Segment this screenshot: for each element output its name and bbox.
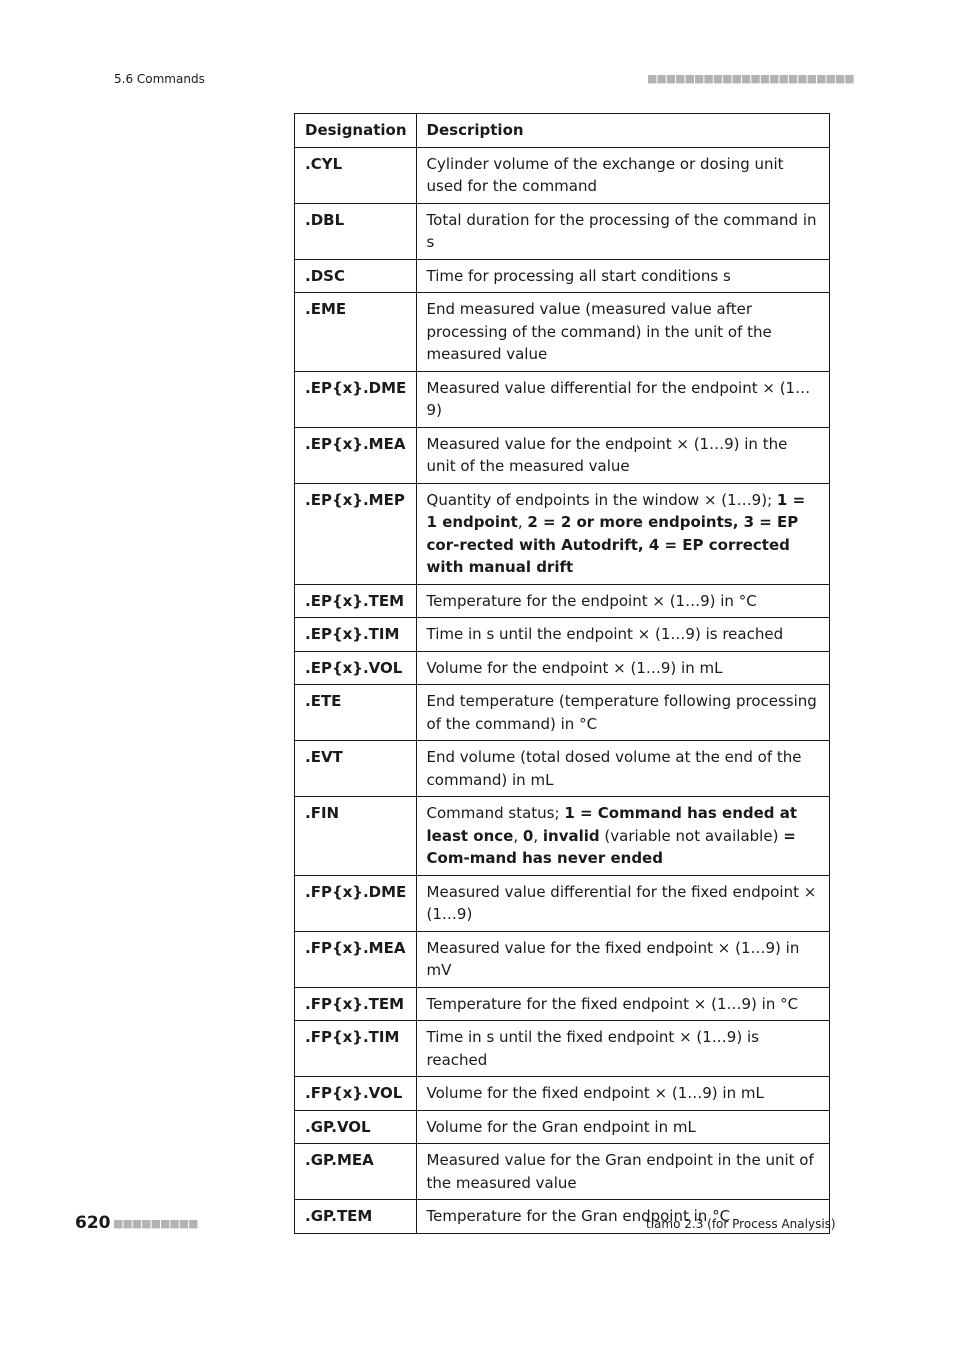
description-cell (416, 741, 829, 797)
table-row (295, 685, 830, 741)
designation-cell: .CYL (295, 147, 417, 203)
designation-cell: .EP{x}.TEM (295, 584, 417, 618)
description-cell (416, 651, 829, 685)
footer-decoration-dots: ■■■■■■■■■ (113, 1217, 198, 1230)
table-row (295, 651, 830, 685)
column-header-designation: Designation (295, 114, 417, 148)
designation-cell: .EVT (295, 741, 417, 797)
description-cell (416, 931, 829, 987)
description-text: Temperature for the fixed endpoint × (1…9) in °C (426, 994, 799, 1013)
designation-cell: .EP{x}.TIM (295, 618, 417, 652)
description-text: Time in s until the fixed endpoint × (1…9) is reached (426, 1028, 759, 1069)
table-row (295, 741, 830, 797)
table-row (295, 1077, 830, 1111)
table-row (295, 203, 830, 259)
table-row (295, 875, 830, 931)
table-row (295, 797, 830, 876)
description-bold-text: 0 (522, 826, 534, 845)
description-text: Measured value for the Gran endpoint in the unit of the measured value (426, 1151, 814, 1192)
designation-cell: .FP{x}.MEA (295, 931, 417, 987)
description-text: Command status; (426, 804, 565, 822)
description-text: Quantity of endpoints in the window × (1…9); (426, 490, 777, 509)
description-text: End volume (total dosed volume at the end of the command) in mL (426, 748, 802, 789)
designation-cell: .EP{x}.MEA (295, 427, 417, 483)
designation-cell: .DSC (295, 259, 417, 293)
description-cell (416, 427, 829, 483)
description-bold-text: 1 = 1 endpoint (426, 490, 806, 531)
description-text: , (517, 513, 528, 531)
description-text: Temperature for the Gran endpoint in °C (426, 1207, 731, 1225)
table-header-row (295, 114, 830, 148)
table-row (295, 427, 830, 483)
description-cell (416, 147, 829, 203)
designation-cell: .GP.VOL (295, 1110, 417, 1144)
description-text: Cylinder volume of the exchange or dosing unit used for the command (426, 154, 784, 195)
description-text: Measured value for the fixed endpoint × (1…9) in mV (426, 938, 800, 979)
table-row (295, 1144, 830, 1200)
table-row (295, 147, 830, 203)
description-cell (416, 797, 829, 876)
description-text: Total duration for the processing of the command in s (426, 210, 817, 251)
description-bold-text: invalid (542, 826, 600, 845)
page-number: 620 (75, 1213, 111, 1233)
table-row (295, 293, 830, 372)
description-cell (416, 483, 829, 584)
command-variables-table (294, 113, 830, 1234)
column-header-description: Description (416, 114, 829, 148)
table-row (295, 1021, 830, 1077)
designation-cell: .DBL (295, 203, 417, 259)
table-row (295, 371, 830, 427)
description-cell (416, 1144, 829, 1200)
description-text: Time in s until the endpoint × (1…9) is reached (426, 625, 784, 643)
designation-cell: .ETE (295, 685, 417, 741)
designation-cell: .FP{x}.TIM (295, 1021, 417, 1077)
designation-cell: .GP.TEM (295, 1200, 417, 1234)
designation-cell: .GP.MEA (295, 1144, 417, 1200)
designation-cell: .FP{x}.TEM (295, 987, 417, 1021)
description-text: Measured value for the endpoint × (1…9) in the unit of the measured value (426, 434, 788, 475)
table-row (295, 931, 830, 987)
table-row (295, 483, 830, 584)
description-text: Measured value differential for the endpoint × (1…9) (426, 378, 811, 419)
table-head (295, 114, 830, 148)
description-cell (416, 1110, 829, 1144)
description-text: Measured value differential for the fixed endpoint × (1…9) (426, 882, 817, 923)
description-bold-text: = Com-mand has never ended (426, 826, 796, 867)
section-header: 5.6 Commands (114, 72, 205, 86)
description-cell (416, 584, 829, 618)
table-body (295, 147, 830, 1233)
designation-cell: .EME (295, 293, 417, 372)
description-cell (416, 875, 829, 931)
description-text: , (513, 826, 523, 845)
description-text: , (533, 826, 543, 845)
designation-cell: .FP{x}.DME (295, 875, 417, 931)
description-cell (416, 259, 829, 293)
table-row (295, 987, 830, 1021)
description-text: End measured value (measured value after processing of the command) in the unit of the measured value (426, 300, 772, 363)
description-text: Time for processing all start conditions s (426, 266, 731, 285)
description-cell (416, 987, 829, 1021)
designation-cell: .EP{x}.DME (295, 371, 417, 427)
designation-cell: .FP{x}.VOL (295, 1077, 417, 1111)
description-text: Temperature for the endpoint × (1…9) in °C (426, 591, 757, 610)
description-cell (416, 618, 829, 652)
description-bold-text: 2 = 2 or more endpoints, 3 = EP cor-rected with Autodrift, 4 = EP corrected with manual drift (426, 513, 799, 576)
designation-cell: .FIN (295, 797, 417, 876)
product-name: tiamo 2.3 (for Process Analysis) (646, 1217, 836, 1231)
description-text: Volume for the Gran endpoint in mL (426, 1117, 696, 1136)
header-decoration-dots: ■■■■■■■■■■■■■■■■■■■■■■ (647, 72, 854, 85)
table-row (295, 584, 830, 618)
description-bold-text: 1 = Command has ended at least once (426, 804, 798, 845)
description-cell (416, 1021, 829, 1077)
description-cell (416, 685, 829, 741)
designation-cell: .EP{x}.MEP (295, 483, 417, 584)
description-text: End temperature (temperature following processing of the command) in °C (426, 692, 817, 733)
description-cell (416, 293, 829, 372)
table-row (295, 259, 830, 293)
designation-cell: .EP{x}.VOL (295, 651, 417, 685)
description-text: (variable not available) (599, 826, 784, 845)
description-cell (416, 203, 829, 259)
description-text: Volume for the endpoint × (1…9) in mL (426, 658, 723, 677)
table-row (295, 1110, 830, 1144)
description-cell (416, 371, 829, 427)
description-cell (416, 1077, 829, 1111)
table-row (295, 618, 830, 652)
description-text: Volume for the fixed endpoint × (1…9) in mL (426, 1084, 764, 1102)
